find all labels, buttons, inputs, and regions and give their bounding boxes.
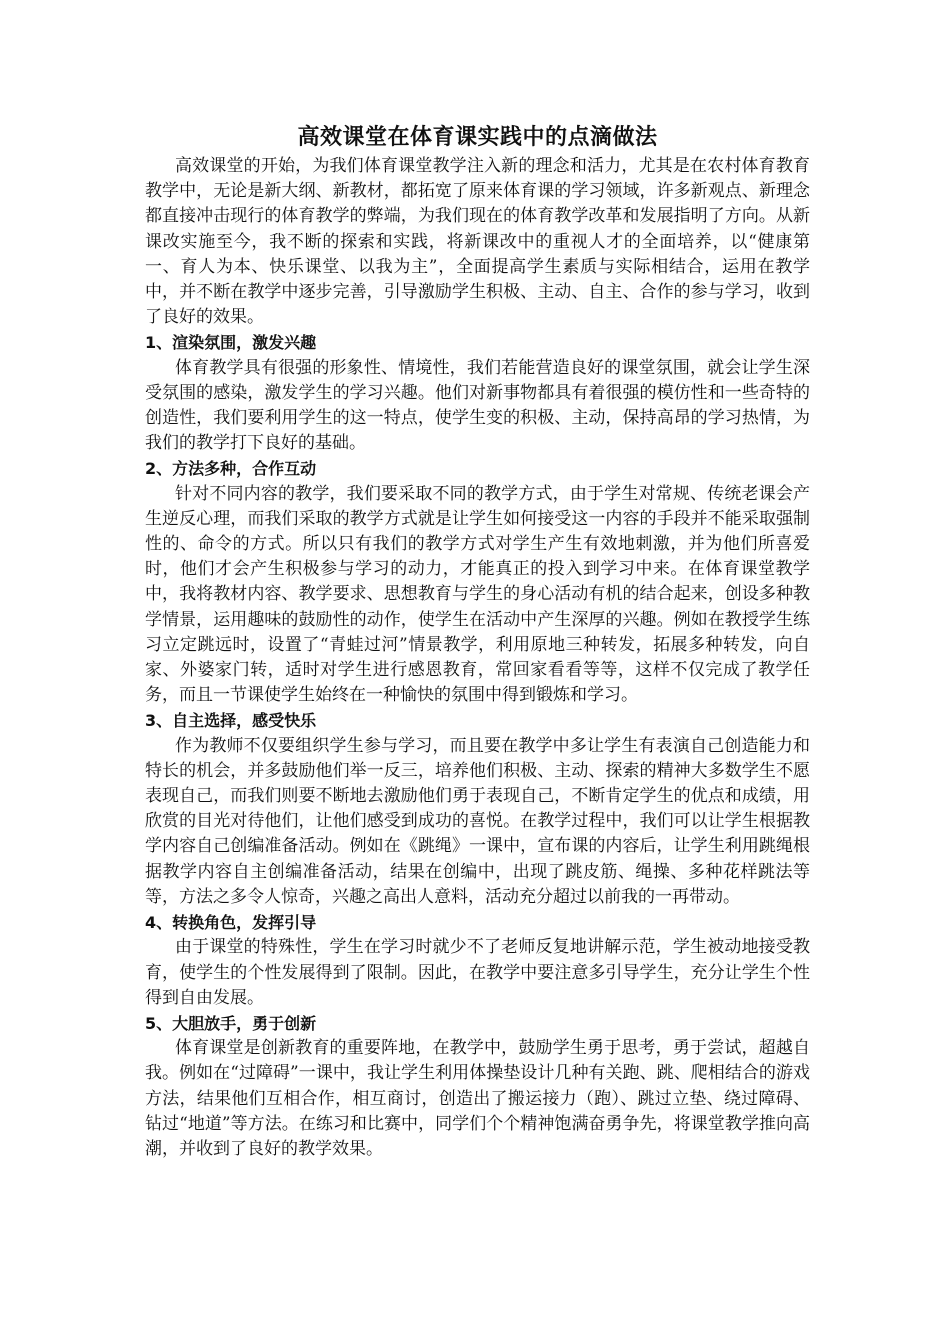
section-heading: 2、方法多种，合作互动	[145, 459, 317, 479]
section-body: 体育课堂是创新教育的重要阵地，在教学中，鼓励学生勇于思考，勇于尝试，超越自我。例如在“过障碍”一课中，我让学生利用体操垫设计几种有关跑、跳、爬相结合的游戏方法，结果他们互相合作，相互商讨，创造出了搬运接力（跑）、跳过立垫、绕过障碍、钻过“地道”等方法。在练习和比赛中，同学们个个精神饱满奋勇争先，将课堂教学推向高潮，并收到了良好的教学效果。	[145, 1038, 810, 1159]
section-body: 作为教师不仅要组织学生参与学习，而且要在教学中多让学生有表演自己创造能力和特长的机会，并多鼓励他们举一反三，培养他们积极、主动、探索的精神大多数学生不愿表现自己，而我们则要不断地去激励他们勇于表现自己，不断肯定学生的优点和成绩，用欣赏的目光对待他们，让他们感受到成功的喜悦。在教学过程中，我们可以让学生根据教学内容自己创编准备活动。例如在《跳绳》一课中，宣布课的内容后，让学生利用跳绳根据教学内容自主创编准备活动，结果在创编中，出现了跳皮筋、绳操、多种花样跳法等等，方法之多令人惊奇，兴趣之高出人意料，活动充分超过以前我的一再带动。	[145, 735, 810, 907]
section-2	[145, 456, 810, 708]
intro-paragraph: 高效课堂的开始，为我们体育课堂教学注入新的理念和活力，尤其是在农村体育教育教学中，无论是新大纲、新教材，都拓宽了原来体育课的学习领域，许多新观点、新理念都直接冲击现行的体育教学的弊端，为我们现在的体育教学改革和发展指明了方向。从新课改实施至今，我不断的探索和实践，将新课改中的重视人才的全面培养，以“健康第一、育人为本、快乐课堂、以我为主”，全面提高学生素质与实际相结合，运用在教学中，并不断在教学中逐步完善，引导激励学生积极、主动、自主、合作的参与学习，收到了良好的效果。	[145, 156, 810, 328]
section-1	[145, 330, 810, 456]
section-4	[145, 910, 810, 1011]
section-body: 由于课堂的特殊性，学生在学习时就少不了老师反复地讲解示范，学生被动地接受教育，使学生的个性发展得到了限制。因此，在教学中要注意多引导学生，充分让学生个性得到自由发展。	[145, 937, 810, 1008]
section-heading: 4、转换角色，发挥引导	[145, 913, 317, 933]
document-page	[145, 0, 810, 1162]
section-heading: 1、渲染氛围，激发兴趣	[145, 333, 317, 353]
section-heading: 3、自主选择，感受快乐	[145, 711, 317, 731]
section-5	[145, 1011, 810, 1162]
section-body: 针对不同内容的教学，我们要采取不同的教学方式，由于学生对常规、传统老课会产生逆反心理，而我们采取的教学方式就是让学生如何接受这一内容的手段并不能采取强制性的、命令的方式。所以只有我们的教学方式对学生产生有效地刺激，并为他们所喜爱时，他们才会产生积极参与学习的动力，才能真正的投入到学习中来。在体育课堂教学中，我将教材内容、教学要求、思想教育与学生的身心活动有机的结合起来，创设多种教学情景，运用趣味的鼓励性的动作，使学生在活动中产生深厚的兴趣。例如在教授学生练习立定跳远时，设置了“青蛙过河”情景教学，利用原地三种转发，拓展多种转发，向自家、外婆家门转，适时对学生进行感恩教育，常回家看看等等，这样不仅完成了教学任务，而且一节课使学生始终在一种愉快的氛围中得到锻炼和学习。	[145, 483, 810, 706]
section-heading: 5、大胆放手，勇于创新	[145, 1013, 317, 1033]
section-body: 体育教学具有很强的形象性、情境性，我们若能营造良好的课堂氛围，就会让学生深受氛围的感染，激发学生的学习兴趣。他们对新事物都具有着很强的模仿性和一些奇特的创造性，我们要利用学生的这一特点，使学生变的积极、主动，保持高昂的学习热情，为我们的教学打下良好的基础。	[145, 357, 810, 454]
section-3	[145, 708, 810, 910]
document-title: 高效课堂在体育课实践中的点滴做法	[297, 125, 658, 150]
